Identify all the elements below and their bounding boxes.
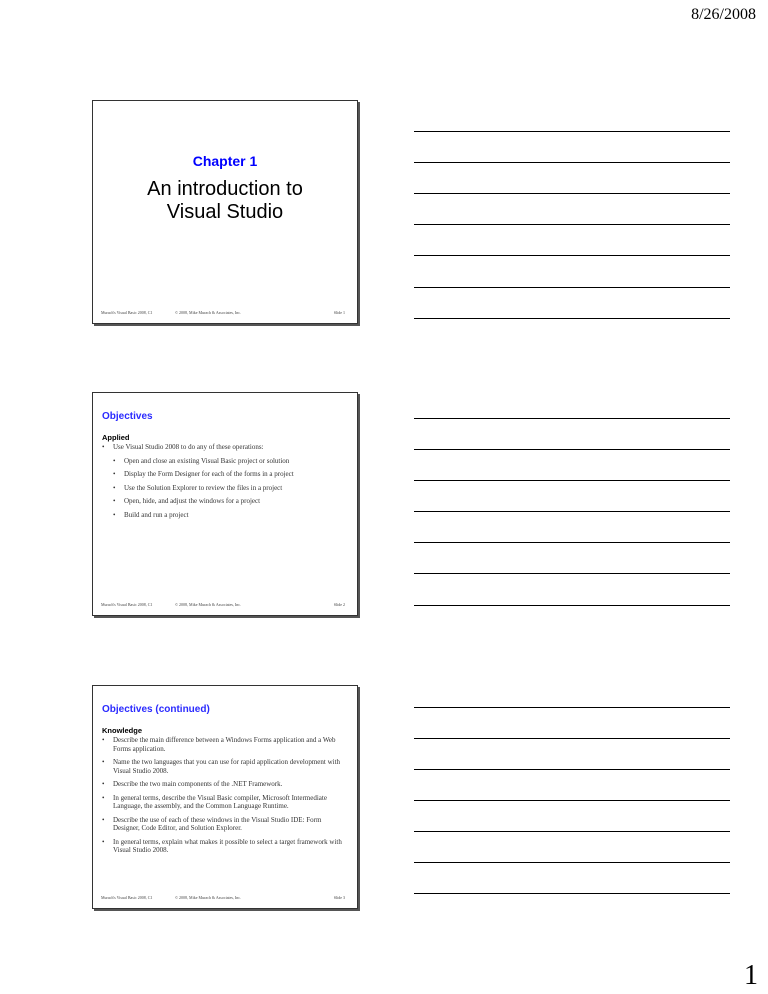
bullet-list [102, 736, 342, 860]
note-line [414, 449, 730, 450]
note-line [414, 318, 730, 319]
header-date: 8/26/2008 [691, 6, 756, 23]
sub-bullet: • Open, hide, and adjust the windows for a project [102, 497, 342, 506]
note-line [414, 255, 730, 256]
sub-bullet: • Open and close an existing Visual Basic project or solution [102, 457, 342, 466]
footer-left: Murach's Visual Basic 2008, C1 [101, 895, 153, 900]
chapter-label: Chapter 1 [192, 153, 258, 169]
note-line [414, 738, 730, 739]
note-line [414, 418, 730, 419]
slide-number: Slide 3 [333, 895, 345, 900]
slide-3 [92, 685, 358, 909]
bullet: • Name the two languages that you can use for rapid application development with Visual Studio 2008. [102, 758, 342, 775]
bullet: • Use Visual Studio 2008 to do any of these operations: [102, 443, 342, 452]
sub-bullet: • Use the Solution Explorer to review the files in a project [102, 484, 342, 493]
slide-title: Objectives [102, 411, 153, 422]
slide-number: Slide 1 [333, 310, 345, 315]
note-line [414, 605, 730, 606]
bullet: • Describe the main difference between a Windows Forms application and a Web Forms application. [102, 736, 342, 753]
bullet: • In general terms, explain what makes it possible to select a target framework with Visual Studio 2008. [102, 838, 342, 855]
note-line [414, 287, 730, 288]
note-line [414, 800, 730, 801]
slide-title [93, 178, 357, 224]
title-line-2: Visual Studio [166, 201, 284, 223]
note-line [414, 224, 730, 225]
subhead: Applied [102, 433, 130, 442]
slide-2 [92, 392, 358, 616]
note-line [414, 162, 730, 163]
title-line-1: An introduction to [147, 178, 303, 200]
bullet: • Describe the use of each of these windows in the Visual Studio IDE: Form Designer, Code Editor, and Solution Explorer. [102, 816, 342, 833]
slide-number: Slide 2 [333, 602, 345, 607]
slide-1 [92, 100, 358, 324]
bullet: • Describe the two main components of the .NET Framework. [102, 780, 342, 789]
footer-left: Murach's Visual Basic 2008, C1 [101, 310, 153, 315]
note-line [414, 893, 730, 894]
note-line [414, 542, 730, 543]
note-line [414, 193, 730, 194]
bullet-list [102, 443, 342, 524]
note-line [414, 573, 730, 574]
note-line [414, 480, 730, 481]
sub-bullet: • Display the Form Designer for each of the forms in a project [102, 470, 342, 479]
note-line [414, 769, 730, 770]
note-line [414, 511, 730, 512]
note-line [414, 831, 730, 832]
subhead: Knowledge [102, 726, 143, 735]
note-line [414, 862, 730, 863]
note-line [414, 707, 730, 708]
note-line [414, 131, 730, 132]
footer-center: © 2008, Mike Murach & Associates, Inc. [175, 895, 242, 900]
footer-center: © 2008, Mike Murach & Associates, Inc. [175, 602, 242, 607]
bullet: • In general terms, describe the Visual Basic compiler, Microsoft Intermediate Language, the assembly, and the Common Language Runtime. [102, 794, 342, 811]
page-number: 1 [744, 960, 758, 991]
sub-bullet: • Build and run a project [102, 511, 342, 520]
footer-center: © 2008, Mike Murach & Associates, Inc. [175, 310, 242, 315]
slide-title: Objectives (continued) [102, 704, 210, 715]
footer-left: Murach's Visual Basic 2008, C1 [101, 602, 153, 607]
